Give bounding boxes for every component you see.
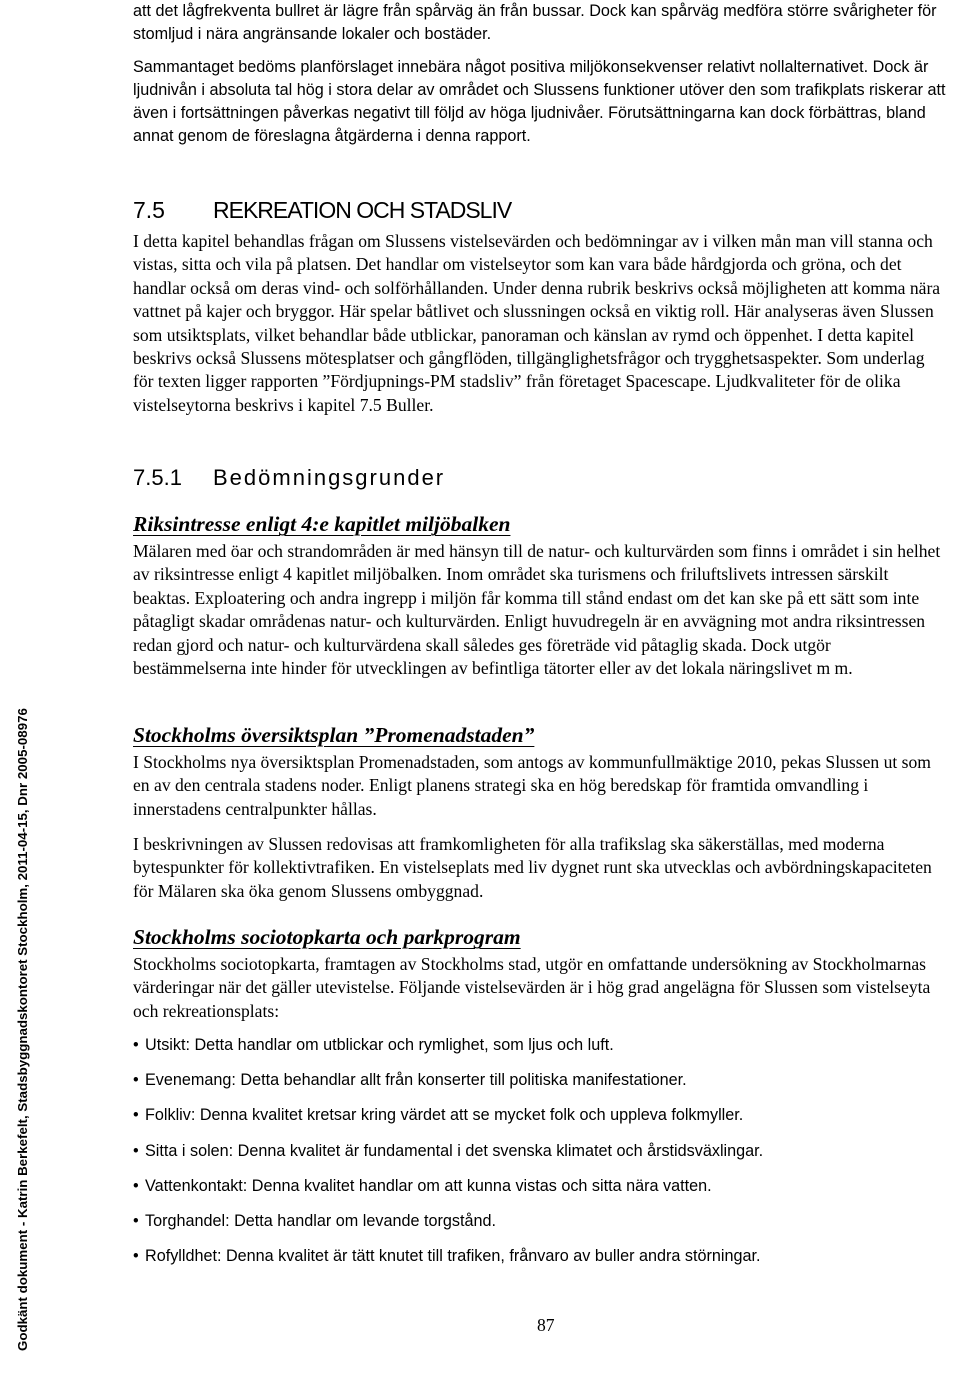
oversiktsplan-heading: Stockholms översiktsplan ”Promenadstaden” — [133, 723, 535, 747]
list-item: • Folkliv: Denna kvalitet kretsar kring värdet att se mycket folk och uppleva folkmyller. — [133, 1104, 948, 1139]
section-body: I detta kapitel behandlas frågan om Slussens vistelsevärden och bedömningar av i vilken mån man vill stanna och vistas, sitta och vila på platsen. Det handlar om vistelseytor som kan vara både hårdgjorda och gröna, och det handlar också om deras vind- och solförhållanden. Under denna rubrik beskrivs också möjligheten att komma nära vattnet på kajer och bryggor. Här spelar båtlivet och slussningen också en viktig roll. Här analyseras även Slussen som utsiktsplats, vilket behandlar både utblickar, panoraman och känslan av rymd och öppenhet. I detta kapitel beskrivs också Slussens mötesplatser och gångflöden, tillgänglighetsfrågor och trygghetsaspekter. Som underlag för texten ligger rapporten ”Fördjupnings-PM stadsliv” från företaget Spacescape. Ljudkvaliteter för de olika vistelseytorna beskrivs i kapitel 7.5 Buller. — [133, 231, 941, 415]
subsection-heading — [133, 465, 948, 491]
section-title: REKREATION OCH STADSLIV — [213, 197, 512, 223]
section-heading — [133, 197, 948, 223]
riksintresse-body: Mälaren med öar och strandområden är med hänsyn till de natur- och kulturvärden som finns i området i sin helhet av riksintresse enligt 4 kapitlet miljöbalken. Inom området ska turismens och friluftslivets intressen särskilt beaktas. Exploatering och andra ingrepp i miljön får komma till stånd endast om det kan ske på ett sätt som inte påtagligt skadar områdenas natur- och kulturvärden. Enligt huvudregeln är en avvägning mot andra riksintressen redan gjord och natur- och kulturvärdena skall således ges företräde vid påtaglig skada. Dock utgör bestämmelserna inte hinder för utvecklingen av befintliga tätorter eller av det lokala näringslivet m m. — [133, 541, 941, 679]
intro-paragraph-2: Sammantaget bedöms planförslaget innebära något positiva miljökonsekvenser relativt nollalternativet. Dock är ljudnivån i absoluta tal hög i stora delar av området och Slussens funktioner utöver den som trafikplats riskerar att även i fortsättningen påverkas negativt till följd av höga ljudnivåer. Förutsättningarna kan dock förbättras, bland annat genom de föreslagna åtgärderna i denna rapport. — [133, 58, 946, 145]
list-item: • Utsikt: Detta handlar om utblickar och rymlighet, som ljus och luft. — [133, 1034, 948, 1069]
list-item: • Rofylldhet: Denna kvalitet är tätt knutet till trafiken, frånvaro av buller andra störningar. — [133, 1245, 948, 1280]
list-item: • Evenemang: Detta behandlar allt från konserter till politiska manifestationer. — [133, 1069, 948, 1104]
approval-stamp — [0, 680, 30, 1376]
sociotop-body: Stockholms sociotopkarta, framtagen av Stockholms stad, utgör en omfattande undersökning av Stockholmarnas värderingar när det gäller utevistelse. Följande vistelsevärden är i hög grad angelägna för Slussen som vistelseyta och rekreationsplats: — [133, 954, 931, 1021]
sociotop-heading: Stockholms sociotopkarta och parkprogram — [133, 925, 521, 949]
sociotop-bullet-list — [133, 1034, 948, 1280]
approval-stamp-text: Godkänt dokument - Katrin Berkefelt, Stadsbyggnadskontoret Stockholm, 2011-04-15, Dnr 2005-08976 — [15, 708, 30, 1351]
intro-paragraph-1: att det lågfrekventa bullret är lägre från spårväg än från bussar. Dock kan spårväg medföra större svårigheter för stomljud i nära angränsande lokaler och bostäder. — [133, 2, 937, 43]
list-item: • Torghandel: Detta handlar om levande torgstånd. — [133, 1210, 948, 1245]
riksintresse-heading: Riksintresse enligt 4:e kapitlet miljöbalken — [133, 512, 511, 536]
subsection-title: Bedömningsgrunder — [213, 465, 446, 490]
page-number: 87 — [537, 1315, 555, 1335]
oversiktsplan-paragraph-1: I Stockholms nya översiktsplan Promenadstaden, som antogs av kommunfullmäktige 2010, pekas Slussen ut som en av den centrala stadens noder. Enligt planens strategi ska en hög beredskap för framtida omvandling i innerstadens centralpunkter hållas. — [133, 752, 931, 819]
list-item: • Vattenkontakt: Denna kvalitet handlar om att kunna vistas och sitta nära vatten. — [133, 1175, 948, 1210]
oversiktsplan-paragraph-2: I beskrivningen av Slussen redovisas att framkomligheten för alla trafikslag ska säkerställas, med moderna bytespunkter för kollektivtrafiken. En vistelseplats med liv dygnet runt ska utvecklas och avbördningskapaciteten för Mälaren ska öka genom Slussens ombyggnad. — [133, 834, 932, 901]
subsection-number: 7.5.1 — [133, 465, 182, 490]
section-number: 7.5 — [133, 197, 165, 223]
list-item: • Sitta i solen: Denna kvalitet är fundamental i det svenska klimatet och årstidsväxlingar. — [133, 1140, 948, 1175]
